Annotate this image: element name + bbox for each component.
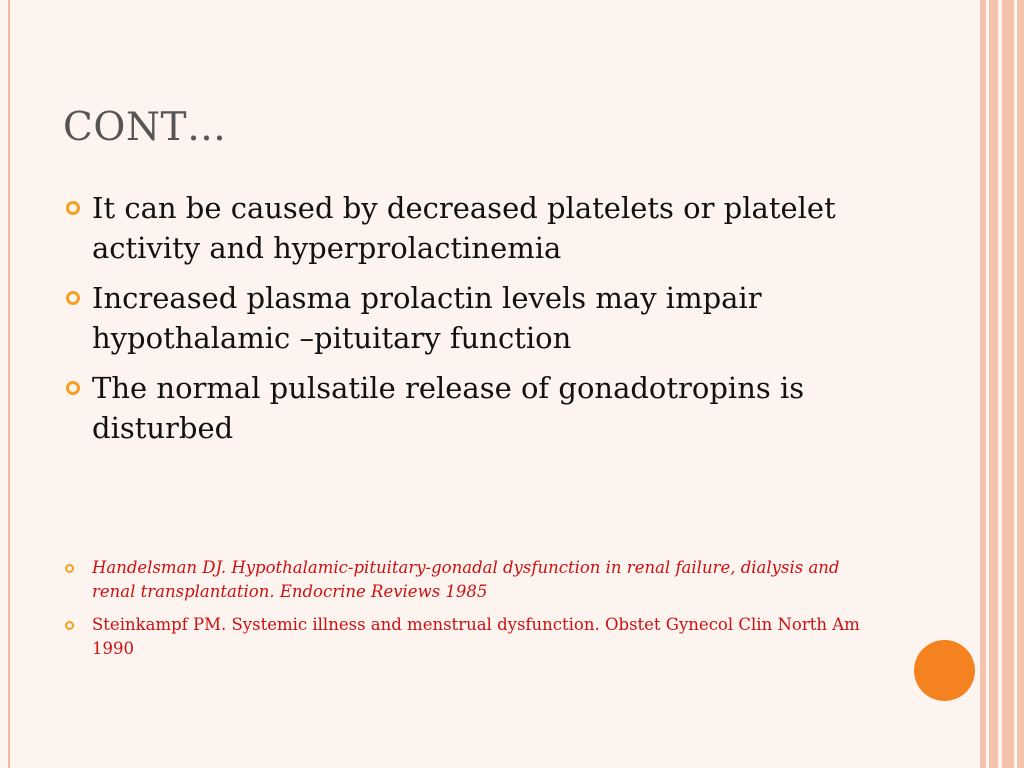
- bullet-item: [62, 278, 892, 358]
- reference-text: Handelsman DJ. Hypothalamic-pituitary-gonadal dysfunction in renal failure, dialysis and renal transplantation. Endocrine Reviews 1985: [92, 558, 840, 601]
- decorative-circle: [914, 640, 975, 701]
- bullet-ring-icon: [66, 291, 80, 305]
- stripe: [989, 0, 998, 768]
- bullet-text: It can be caused by decreased platelets or platelet activity and hyperprolactinemia: [92, 191, 836, 265]
- bullet-list: [62, 188, 892, 458]
- bullet-ring-icon: [66, 201, 80, 215]
- right-decorative-stripes: [980, 0, 1024, 768]
- stripe: [1002, 0, 1014, 768]
- left-border-line: [8, 0, 10, 768]
- reference-item: [62, 613, 862, 661]
- bullet-ring-icon: [65, 621, 74, 630]
- bullet-text: The normal pulsatile release of gonadotropins is disturbed: [92, 371, 805, 445]
- slide-title: CONT…: [63, 105, 227, 150]
- bullet-text: Increased plasma prolactin levels may impair hypothalamic –pituitary function: [92, 281, 762, 355]
- reference-text: Steinkampf PM. Systemic illness and menstrual dysfunction. Obstet Gynecol Clin North Am 1990: [92, 615, 860, 658]
- reference-list: [62, 556, 862, 670]
- bullet-item: [62, 368, 892, 448]
- reference-item: [62, 556, 862, 604]
- stripe: [1017, 0, 1024, 768]
- bullet-item: [62, 188, 892, 268]
- bullet-ring-icon: [66, 381, 80, 395]
- bullet-ring-icon: [65, 564, 74, 573]
